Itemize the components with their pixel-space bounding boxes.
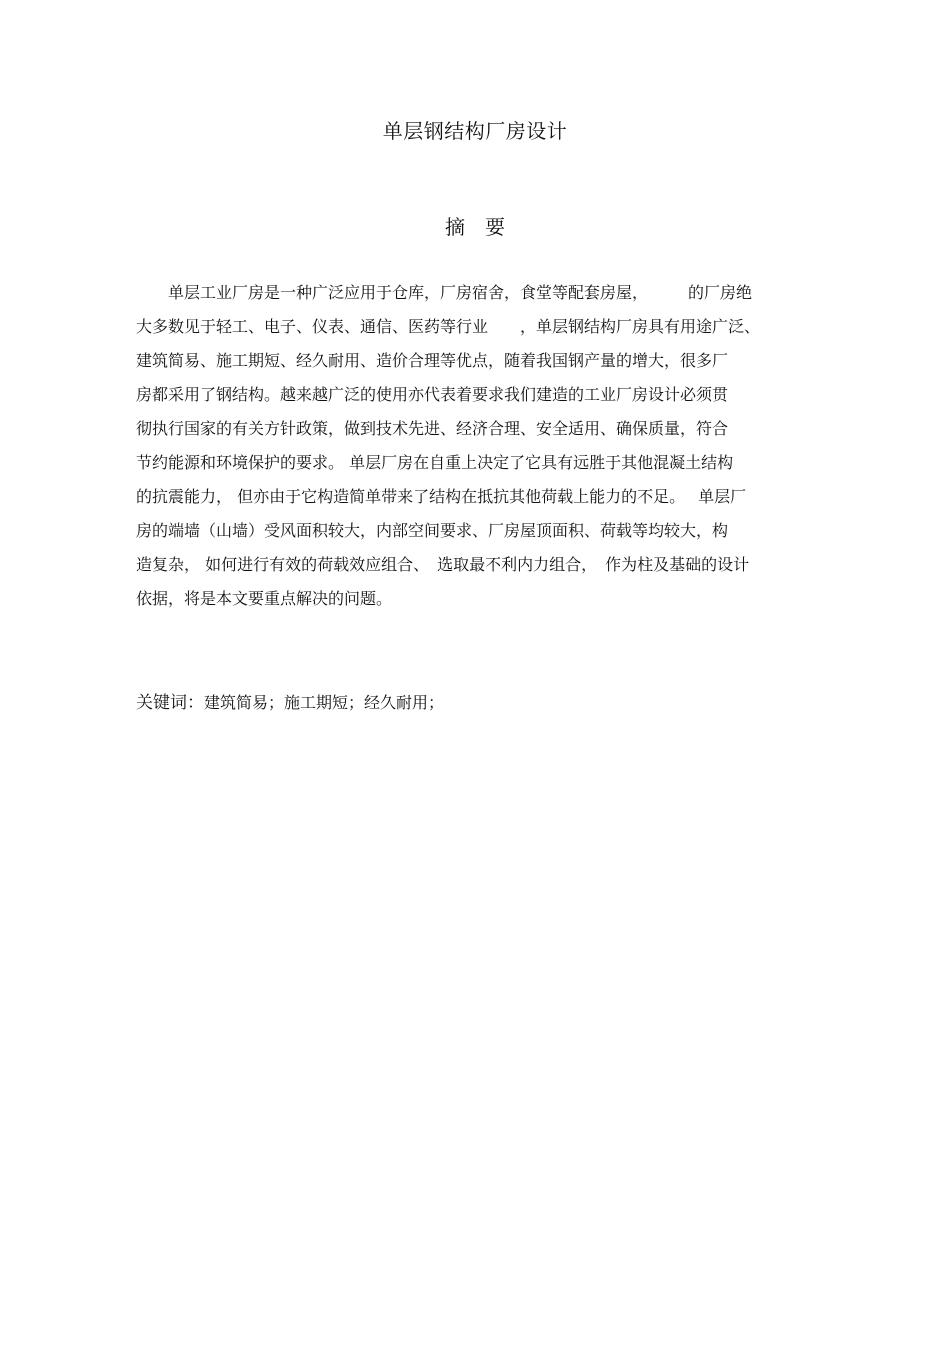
keywords-label: 关键词： [136,693,204,713]
abstract-line: 单层工业厂房是一种广泛应用于仓库，厂房宿舍，食堂等配套房屋， 的厂房绝 [136,283,753,302]
abstract-heading-char-2: 要 [485,215,505,239]
keywords [136,688,836,718]
abstract-line: 的抗震能力， 但亦由于它构造简单带来了结构在抵抗其他荷载上能力的不足。 单层厂 [136,487,747,506]
abstract-line: 依据，将是本文要重点解决的问题。 [136,589,393,608]
abstract-line: 大多数见于轻工、电子、仪表、通信、医药等行业 ，单层钢结构厂房具有用途广泛、 [136,317,761,336]
document-title: 单层钢结构厂房设计 [382,119,568,143]
abstract-line: 房都采用了钢结构。越来越广泛的使用亦代表着要求我们建造的工业厂房设计必须贯 [136,385,729,404]
abstract-body [136,276,836,616]
abstract-heading [0,212,950,242]
abstract-line: 节约能源和环境保护的要求。 单层厂房在自重上决定了它具有远胜于其他混凝土结构 [136,453,734,472]
abstract-line: 建筑简易、施工期短、经久耐用、造价合理等优点，随着我国钢产量的增大，很多厂 [136,351,729,370]
abstract-heading-char-1: 摘 [445,215,465,239]
abstract-line: 房的端墙（山墙）受风面积较大，内部空间要求、厂房屋顶面积、荷载等均较大，构 [136,521,729,540]
abstract-line: 彻执行国家的有关方针政策，做到技术先进、经济合理、安全适用、确保质量，符合 [136,419,729,438]
abstract-line: 造复杂， 如何进行有效的荷载效应组合、 选取最不利内力组合， 作为柱及基础的设计 [136,555,750,574]
keywords-text: 建筑简易；施工期短；经久耐用； [204,693,445,712]
